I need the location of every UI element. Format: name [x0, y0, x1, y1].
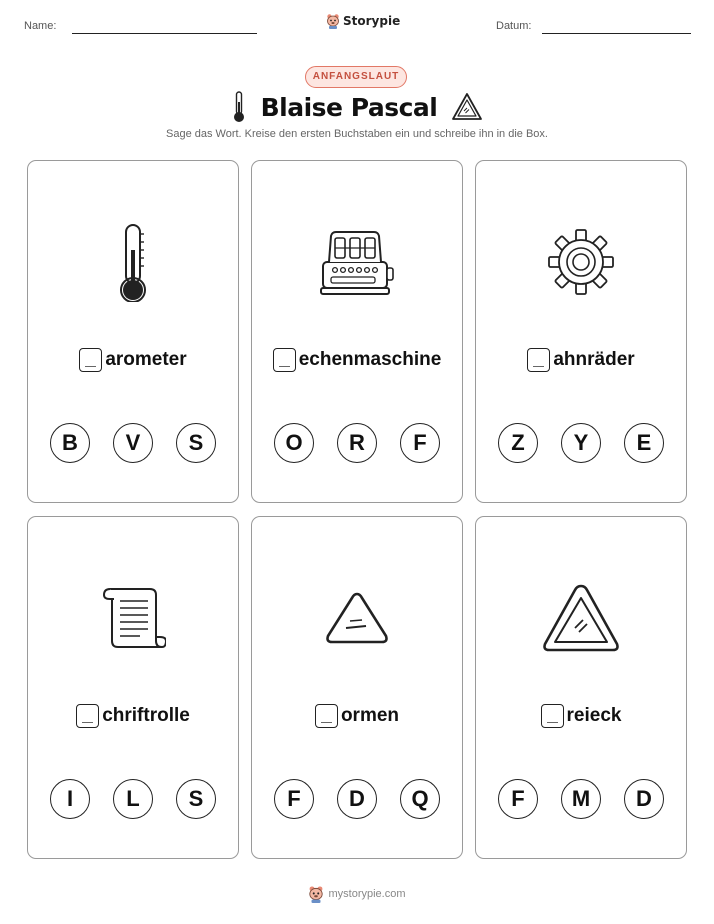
- answer-box[interactable]: [273, 348, 296, 372]
- word-fragment: echenmaschine: [298, 349, 442, 370]
- word-fragment: ormen: [340, 705, 400, 726]
- letter-choice[interactable]: O: [274, 423, 314, 463]
- warning-triangle-icon: [541, 582, 621, 654]
- warning-triangle-icon: [451, 92, 483, 122]
- letter-choice[interactable]: Q: [400, 779, 440, 819]
- letter-choice[interactable]: Z: [498, 423, 538, 463]
- word-card: [27, 160, 239, 503]
- letter-choice[interactable]: B: [50, 423, 90, 463]
- answer-box[interactable]: [79, 348, 102, 372]
- brand-name: Storypie: [343, 14, 401, 28]
- answer-box[interactable]: [527, 348, 550, 372]
- title-row: [0, 90, 714, 124]
- word-card: [27, 516, 239, 859]
- word-fragment: ahnräder: [553, 349, 635, 370]
- calculating-machine-icon: [317, 226, 397, 298]
- word-card: [251, 160, 463, 503]
- date-label: Datum:: [496, 20, 532, 32]
- word-card: [475, 160, 687, 503]
- letter-choice[interactable]: E: [624, 423, 664, 463]
- thermometer-icon: [231, 90, 247, 124]
- letter-choice[interactable]: Y: [561, 423, 601, 463]
- letter-choice[interactable]: F: [400, 423, 440, 463]
- thermometer-icon: [113, 222, 153, 302]
- letter-choice[interactable]: S: [176, 423, 216, 463]
- worksheet-type-badge: ANFANGSLAUT: [305, 66, 407, 88]
- letter-choice[interactable]: M: [561, 779, 601, 819]
- word-fragment: arometer: [105, 349, 187, 370]
- answer-box[interactable]: [315, 704, 338, 728]
- scroll-icon: [100, 583, 166, 653]
- word-fragment: reieck: [566, 705, 622, 726]
- triangle-shape-icon: [322, 588, 392, 648]
- gear-icon: [546, 227, 616, 297]
- letter-choice[interactable]: I: [50, 779, 90, 819]
- date-line[interactable]: [542, 33, 691, 34]
- letter-choice[interactable]: D: [337, 779, 377, 819]
- word-card: [475, 516, 687, 859]
- mascot-icon: [308, 885, 324, 903]
- letter-choice[interactable]: V: [113, 423, 153, 463]
- footer: [0, 885, 714, 903]
- letter-choice[interactable]: F: [498, 779, 538, 819]
- letter-choice[interactable]: S: [176, 779, 216, 819]
- name-line[interactable]: [72, 33, 257, 34]
- instructions: Sage das Wort. Kreise den ersten Buchstaben ein und schreibe ihn in die Box.: [166, 128, 548, 140]
- brand-logo: [326, 13, 400, 29]
- letter-choice[interactable]: L: [113, 779, 153, 819]
- mascot-icon: [326, 13, 340, 29]
- footer-url[interactable]: mystorypie.com: [328, 888, 406, 900]
- letter-choice[interactable]: D: [624, 779, 664, 819]
- letter-choice[interactable]: R: [337, 423, 377, 463]
- answer-box[interactable]: [76, 704, 99, 728]
- word-card: [251, 516, 463, 859]
- name-label: Name:: [24, 20, 57, 32]
- page-title: Blaise Pascal: [260, 92, 438, 122]
- answer-box[interactable]: [541, 704, 564, 728]
- letter-choice[interactable]: F: [274, 779, 314, 819]
- word-fragment: chriftrolle: [102, 705, 190, 726]
